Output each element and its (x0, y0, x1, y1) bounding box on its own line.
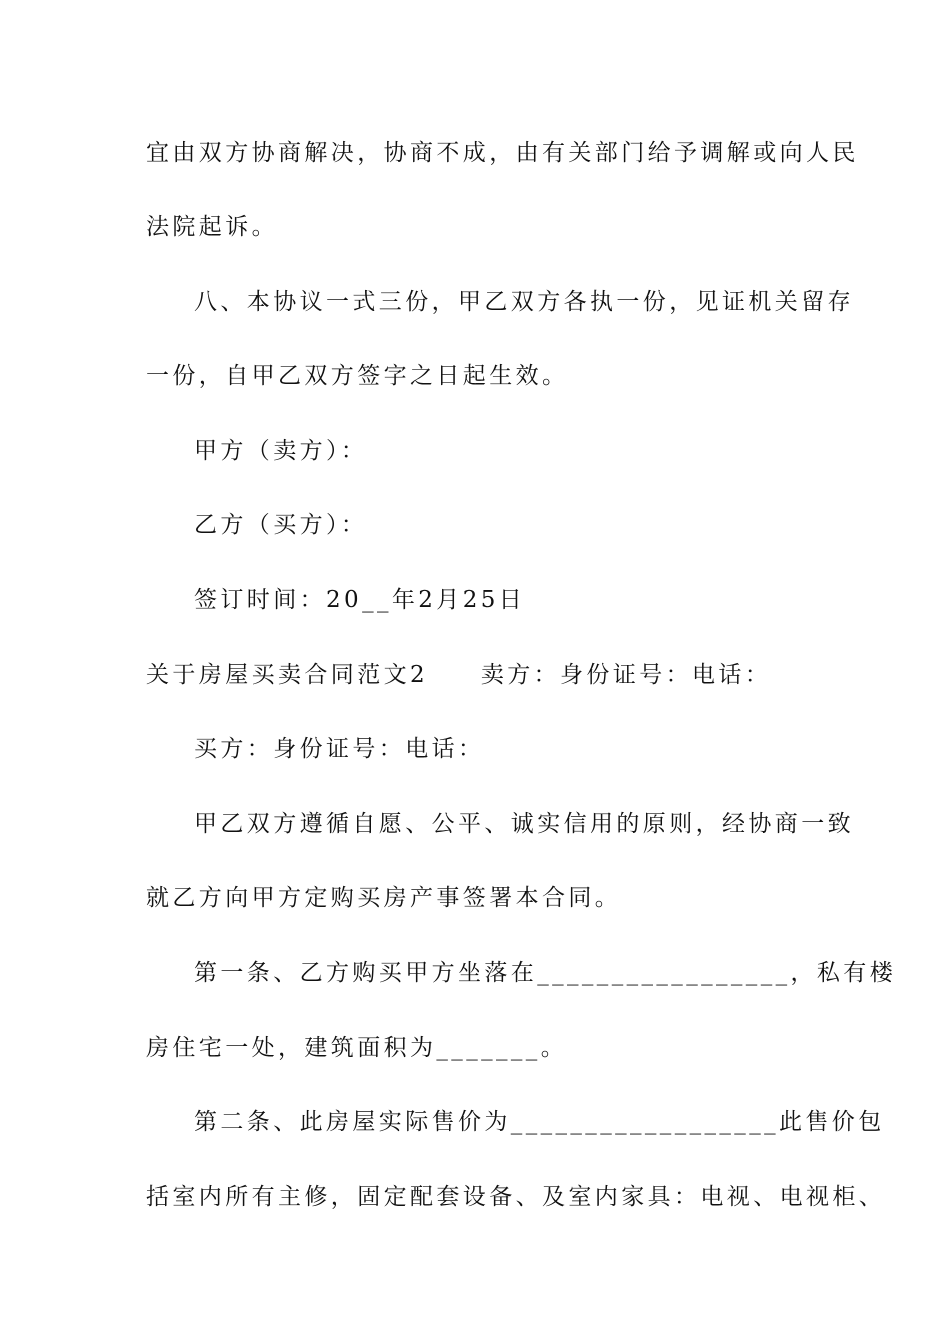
paragraph-line: 甲乙双方遵循自愿、公平、诚实信用的原则，经协商一致 (194, 811, 854, 837)
buyer-info-line: 买方：身份证号：电话： (194, 736, 485, 762)
contract-title-line: 关于房屋买卖合同范文2 卖方：身份证号：电话： (146, 662, 772, 688)
paragraph-line: 八、本协议一式三份，甲乙双方各执一份，见证机关留存 (194, 289, 854, 315)
paragraph-line: 括室内所有主修，固定配套设备、及室内家具：电视、电视柜、 (146, 1184, 886, 1210)
article-two-line: 第二条、此房屋实际售价为__________________此售价包 (194, 1109, 885, 1135)
paragraph-line: 就乙方向甲方定购买房产事签署本合同。 (146, 885, 622, 911)
party-b-label: 乙方（买方）： (194, 512, 368, 538)
article-one-line: 第一条、乙方购买甲方坐落在_________________，私有楼 (194, 960, 897, 986)
paragraph-line: 宜由双方协商解决，协商不成，由有关部门给予调解或向人民 (146, 140, 859, 166)
signing-date: 签订时间：20__年2月25日 (194, 587, 526, 613)
party-a-label: 甲方（卖方）： (194, 438, 368, 464)
paragraph-line: 法院起诉。 (146, 214, 278, 240)
paragraph-line: 房住宅一处，建筑面积为_______。 (146, 1035, 568, 1061)
paragraph-line: 一份，自甲乙双方签字之日起生效。 (146, 363, 569, 389)
